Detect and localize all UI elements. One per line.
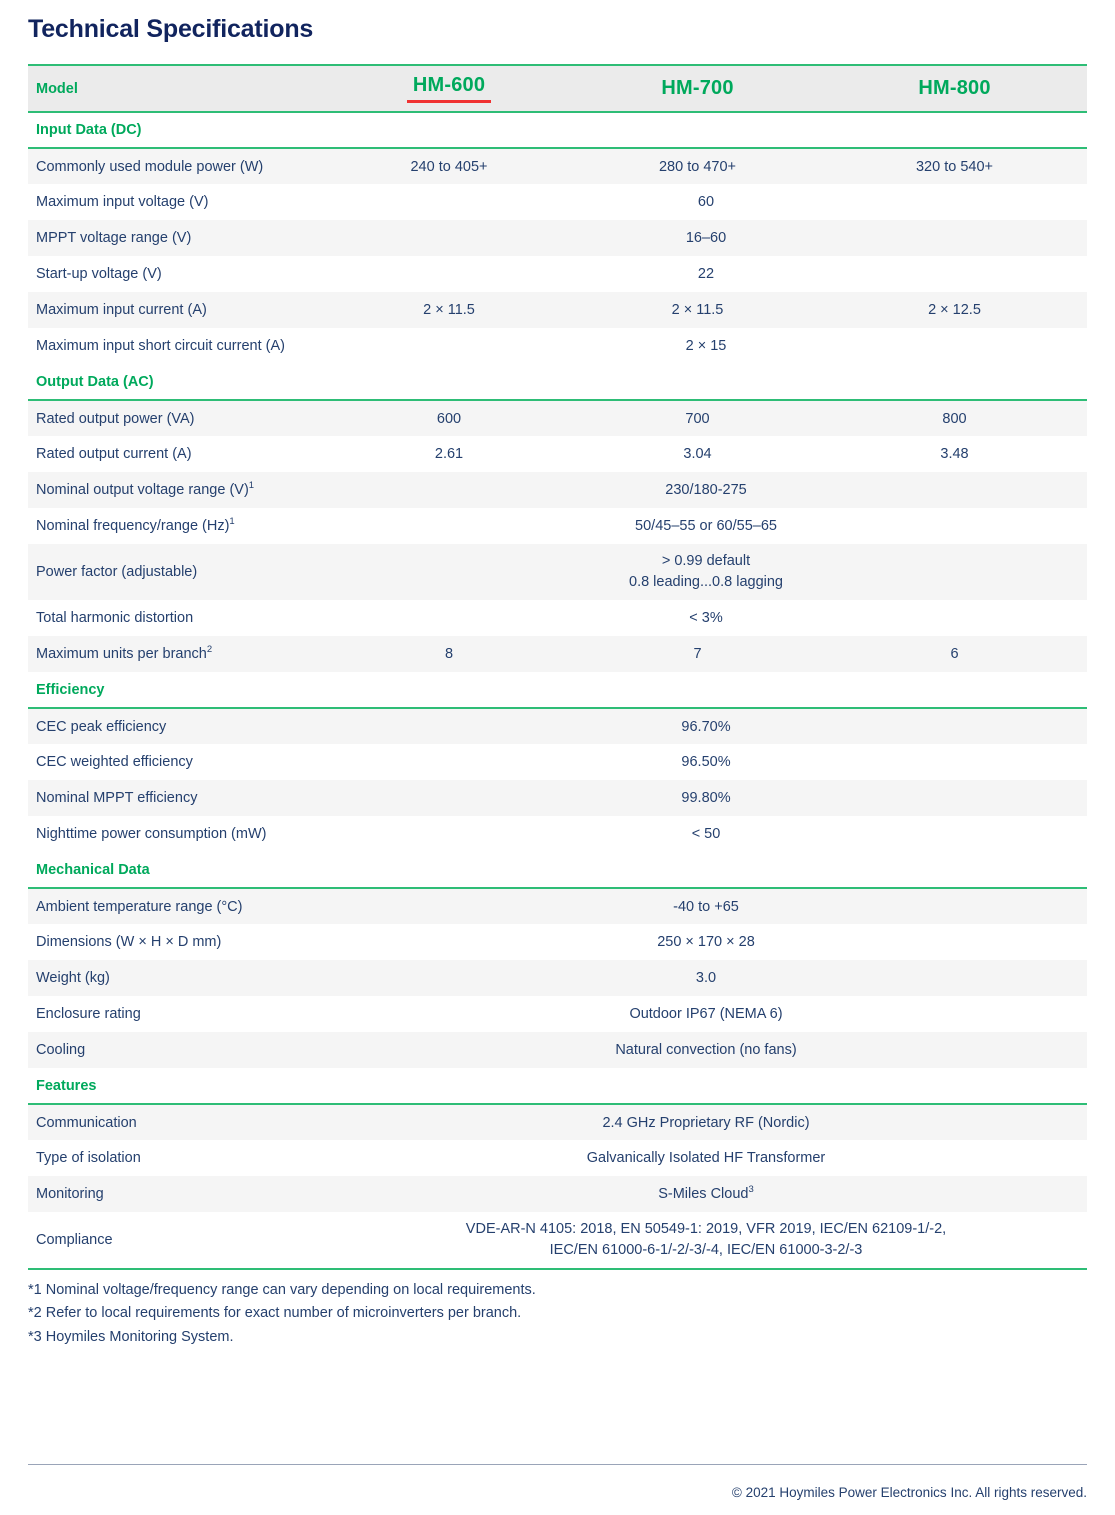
spec-value-all-models: -40 to +65: [325, 888, 1087, 924]
model-header-label: HM-600: [412, 74, 486, 96]
section-title: Input Data (DC): [28, 112, 1087, 148]
spec-row: [28, 744, 1087, 780]
spec-value-all-models: 22: [697, 266, 715, 282]
spec-row: [28, 1032, 1087, 1068]
section-title: Efficiency: [28, 672, 1087, 708]
spec-value-all-models: Galvanically Isolated HF Transformer: [586, 1150, 826, 1166]
table-header-row: [28, 65, 1087, 112]
spec-value-hm-600: 600: [325, 400, 573, 436]
spec-value-all-models: < 50: [691, 826, 721, 842]
spec-row-label: MPPT voltage range (V): [28, 220, 325, 256]
spec-row: [28, 1140, 1087, 1176]
spec-row: [28, 888, 1087, 924]
section-title: Output Data (AC): [28, 364, 1087, 400]
spec-value-all-models: 60: [697, 194, 715, 210]
spec-row: [28, 708, 1087, 744]
spec-row-label: Rated output power (VA): [28, 400, 325, 436]
spec-row-label: Monitoring: [28, 1176, 325, 1212]
spec-row-label: Total harmonic distortion: [36, 610, 194, 626]
spec-value-hm-700: 2 × 11.5: [573, 292, 822, 328]
spec-row: [28, 184, 1087, 220]
spec-row-label: Power factor (adjustable): [28, 544, 325, 600]
spec-row: [28, 600, 1087, 636]
spec-row: [28, 328, 1087, 364]
section-header-row: [28, 112, 1087, 148]
spec-row-label: Nominal output voltage range $(V)^1$: [28, 472, 325, 508]
spec-row: [28, 996, 1087, 1032]
spec-value-all-models: 96.70%: [325, 708, 1087, 744]
spec-row: [28, 148, 1087, 184]
spec-row: [28, 960, 1087, 996]
spec-value-all-models: 230/180-275: [325, 472, 1087, 508]
spec-value-hm-600: 8: [325, 636, 573, 672]
model-header-hm-600[interactable]: [325, 65, 573, 112]
technical-specifications-table: [28, 64, 1087, 1268]
footnote-item: *1 Nominal voltage/frequency range can vary depending on local requirements.: [28, 1282, 536, 1298]
spec-value-line: VDE-AR-N 4105: 2018, EN 50549-1: 2019, VFR 2019, IEC/EN 62109-1/-2,: [465, 1220, 947, 1237]
spec-value-multiline: [326, 551, 1086, 593]
selected-model-underline: [407, 100, 491, 103]
spec-value-all-models: 96.50%: [681, 754, 731, 770]
footnote-marker: 1: [248, 480, 255, 492]
spec-row-label: Commonly used module power (W): [28, 148, 325, 184]
footnote-marker: 2: [206, 644, 213, 656]
section-header-row: [28, 852, 1087, 888]
model-header-label: HM-700: [661, 77, 734, 99]
page-title: Technical Specifications: [28, 15, 314, 43]
spec-row-label: Maximum units per branch$^2$: [28, 636, 325, 672]
spec-value-all-models: S-Miles Cloud$^3$: [325, 1176, 1087, 1212]
spec-row-label: Maximum input voltage (V): [36, 194, 209, 210]
section-title: Mechanical Data: [28, 852, 1087, 888]
spec-row-label: Cooling: [28, 1032, 325, 1068]
spec-row-label: Dimensions (W × H × D mm): [36, 934, 222, 950]
spec-value-all-models: [325, 544, 1087, 600]
footnote-item: *2 Refer to local requirements for exact number of microinverters per branch.: [28, 1305, 522, 1322]
spec-value-hm-800: 3.48: [940, 446, 969, 462]
spec-row: [28, 220, 1087, 256]
spec-value-hm-800: 800: [822, 400, 1087, 436]
spec-row: [28, 472, 1087, 508]
section-title: Features: [28, 1068, 1087, 1104]
spec-value-all-models: 99.80%: [325, 780, 1087, 816]
table-bottom-rule: [28, 1268, 1087, 1270]
spec-row-label: Nominal frequency/range $(Hz)^1$: [36, 516, 235, 534]
spec-value-hm-800: 320 to 540+: [822, 148, 1087, 184]
spec-row-label: Compliance: [36, 1232, 113, 1248]
spec-row-label: CEC peak efficiency: [28, 708, 325, 744]
model-header-hm-700[interactable]: [573, 65, 822, 112]
spec-value-hm-600: 2.61: [434, 446, 464, 462]
spec-value-all-models: 50/45–55 or 60/55–65: [635, 518, 777, 534]
spec-row: [28, 1104, 1087, 1140]
footnote-marker: 3: [748, 1184, 754, 1196]
spec-value-hm-800: 2 × 12.5: [822, 292, 1087, 328]
spec-row: [28, 508, 1087, 544]
spec-row: [28, 816, 1087, 852]
model-header-label: HM-800: [918, 77, 991, 99]
footnotes-block: [28, 1279, 1087, 1349]
spec-row: [28, 292, 1087, 328]
spec-value-hm-700: 280 to 470+: [573, 148, 822, 184]
spec-value-all-models: 3.0: [325, 960, 1087, 996]
spec-row: [28, 400, 1087, 436]
spec-row-label: CEC weighted efficiency: [36, 754, 193, 770]
spec-row-label: Communication: [28, 1104, 325, 1140]
section-header-row: [28, 1068, 1087, 1104]
spec-row-label: Maximum input short circuit current (A): [36, 338, 285, 354]
model-header-hm-800[interactable]: [822, 65, 1087, 112]
spec-value-all-models: 16–60: [325, 220, 1087, 256]
copyright-notice: © 2021 Hoymiles Power Electronics Inc. All rights reserved.: [731, 1485, 1087, 1500]
spec-row-label: Nighttime power consumption (mW): [36, 826, 267, 842]
spec-row-label: Type of isolation: [36, 1150, 141, 1166]
spec-row-label: Ambient temperature range (°C): [28, 888, 325, 924]
spec-row: [28, 1176, 1087, 1212]
spec-value-hm-700: 700: [573, 400, 822, 436]
spec-row: [28, 544, 1087, 600]
model-column-header: Model: [28, 65, 325, 112]
footer-divider: [28, 1464, 1087, 1465]
section-header-row: [28, 672, 1087, 708]
spec-value-line: > 0.99 default: [661, 552, 751, 569]
spec-value-hm-600: 240 to 405+: [325, 148, 573, 184]
spec-row: [28, 780, 1087, 816]
spec-value-all-models: [325, 1212, 1087, 1268]
spec-row: [28, 436, 1087, 472]
footnote-item: *3 Hoymiles Monitoring System.: [28, 1328, 234, 1345]
spec-value-all-models: 250 × 170 × 28: [657, 934, 755, 950]
spec-value-hm-700: 3.04: [683, 446, 712, 462]
spec-value-all-models: Natural convection (no fans): [325, 1032, 1087, 1068]
spec-sheet-page: [0, 14, 1115, 1349]
spec-row-label: Nominal MPPT efficiency: [28, 780, 325, 816]
spec-row: [28, 1212, 1087, 1268]
spec-value-hm-600: 2 × 11.5: [325, 292, 573, 328]
section-header-row: [28, 364, 1087, 400]
spec-value-line: IEC/EN 61000-6-1/-2/-3/-4, IEC/EN 61000-3-2/-3: [549, 1242, 863, 1258]
spec-row-label: Weight (kg): [28, 960, 325, 996]
spec-row-label: Rated output current (A): [36, 446, 192, 462]
spec-row: [28, 636, 1087, 672]
spec-row: [28, 924, 1087, 960]
spec-row-label: Enclosure rating: [36, 1006, 141, 1022]
spec-value-all-models: 2 × 15: [685, 338, 727, 354]
spec-value-hm-800: 6: [822, 636, 1087, 672]
spec-value-all-models: < 3%: [689, 610, 723, 626]
spec-row-label: Maximum input current (A): [28, 292, 325, 328]
spec-row: [28, 256, 1087, 292]
spec-row-label: Start-up voltage (V): [36, 266, 162, 282]
spec-value-hm-700: 7: [573, 636, 822, 672]
spec-value-line: 0.8 leading...0.8 lagging: [629, 574, 783, 590]
spec-value-multiline: [326, 1219, 1086, 1261]
spec-value-all-models: Outdoor IP67 (NEMA 6): [629, 1006, 783, 1022]
spec-value-all-models: 2.4 GHz Proprietary RF (Nordic): [325, 1104, 1087, 1140]
footnote-marker: 1: [229, 516, 235, 528]
